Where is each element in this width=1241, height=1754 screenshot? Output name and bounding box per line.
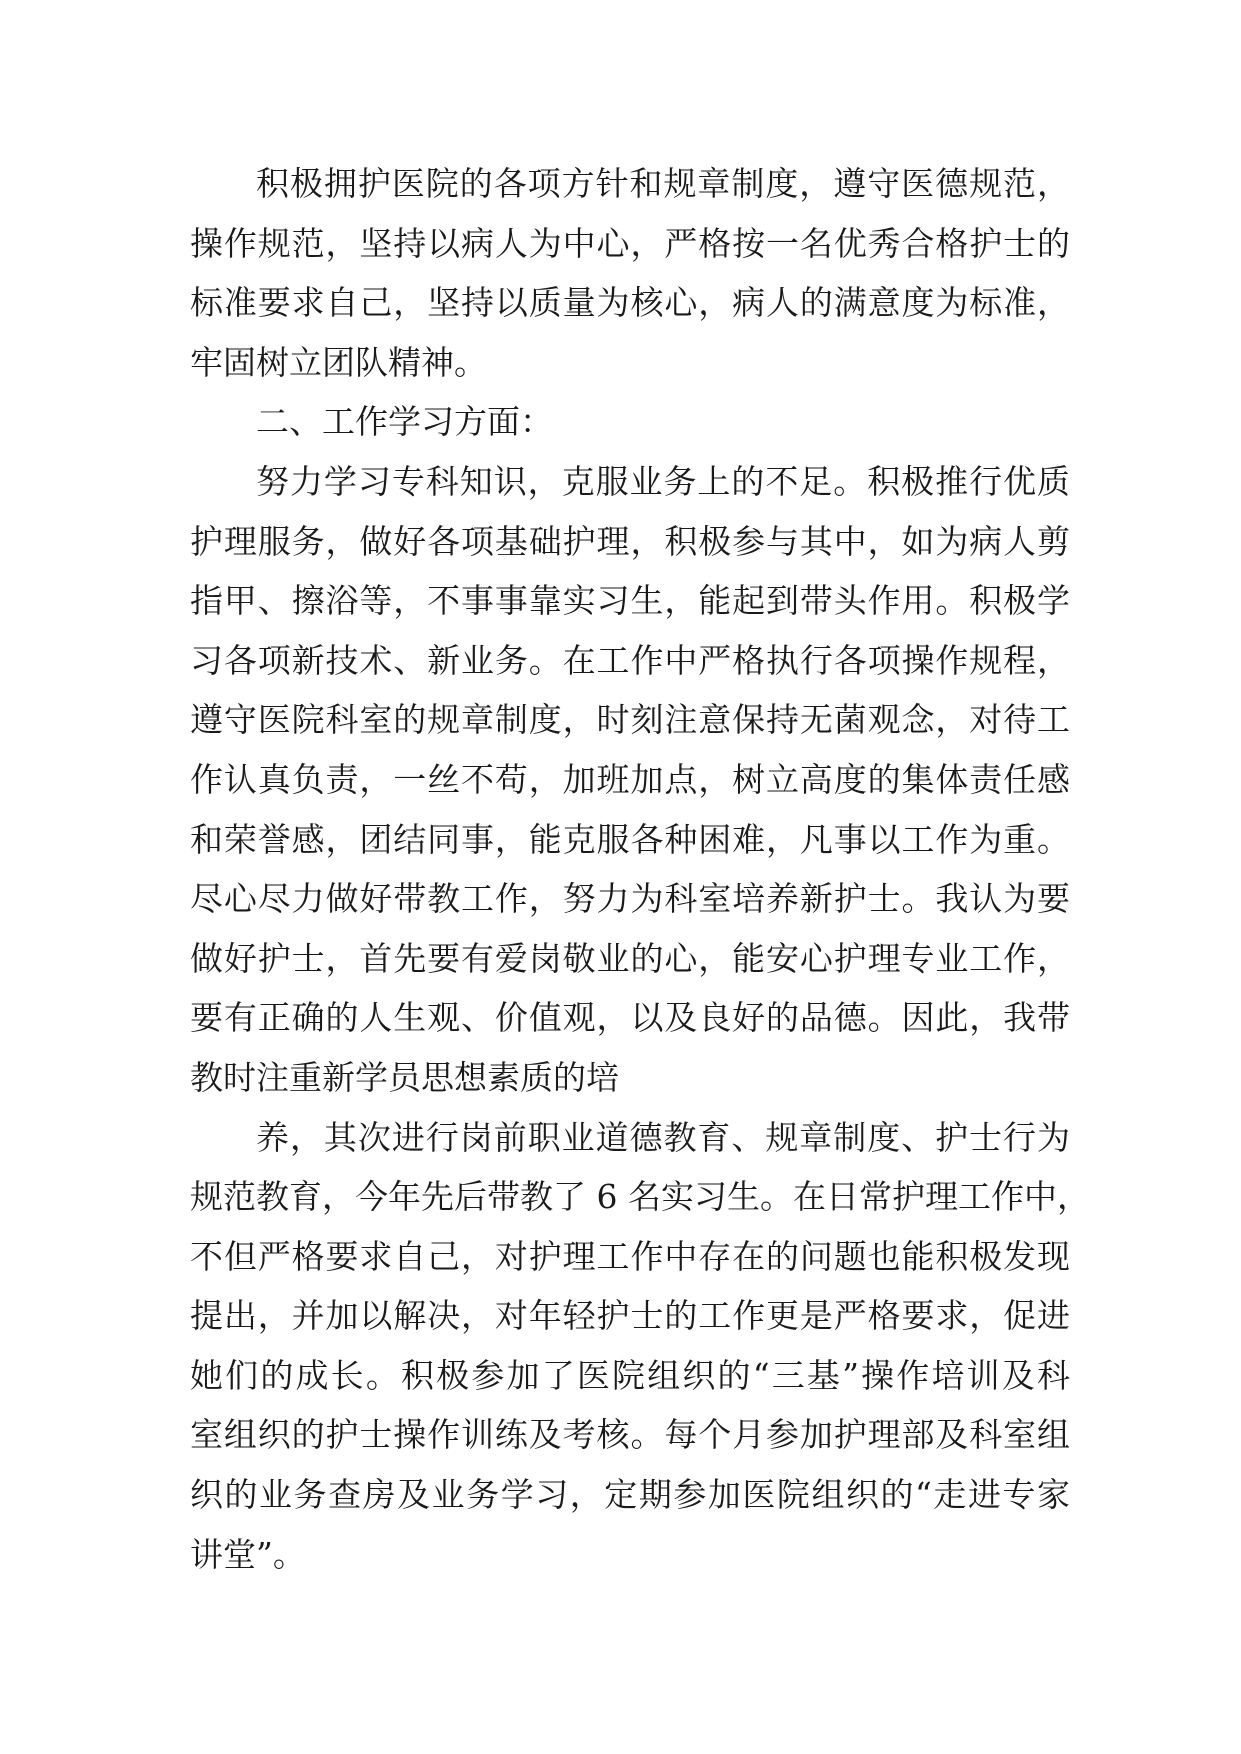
text-line-1: 积极拥护医院的各项方针和规章制度，遵守医德规范， [256, 164, 1070, 203]
text-line-22: 室组织的护士操作训练及考核。每个月参加护理部及科室组 [190, 1415, 1070, 1455]
text-line-8: 指甲、擦浴等，不事事靠实习生，能起到带头作用。积极学 [190, 581, 1070, 621]
text-line-3: 标准要求自己，坚持以质量为核心，病人的满意度为标准， [190, 283, 1070, 323]
text-line-2: 操作规范，坚持以病人为中心，严格按一名优秀合格护士的 [190, 223, 1070, 263]
text-line-9: 习各项新技术、新业务。在工作中严格执行各项操作规程， [190, 640, 1070, 680]
text-line-23: 织的业务查房及业务学习，定期参加医院组织的“走进专家 [190, 1475, 1070, 1515]
text-line-19: 不但严格要求自己，对护理工作中存在的问题也能积极发现 [190, 1236, 1070, 1276]
text-line-6: 努力学习专科知识，克服业务上的不足。积极推行优质 [256, 461, 1070, 501]
text-line-18: 规范教育，今年先后带教了 6 名实习生。在日常护理工作中， [190, 1177, 1090, 1217]
text-line-10: 遵守医院科室的规章制度，时刻注意保持无菌观念，对待工 [190, 700, 1070, 740]
document-body [190, 154, 1090, 1584]
text-line-16: 教时注重新学员思想素质的培 [190, 1057, 619, 1097]
text-line-4: 牢固树立团队精神。 [190, 342, 487, 382]
text-line-12: 和荣誉感，团结同事，能克服各种困难，凡事以工作为重。 [190, 819, 1070, 859]
text-line-15: 要有正确的人生观、价值观，以及良好的品德。因此，我带 [190, 998, 1070, 1038]
text-line-14: 做好护士，首先要有爱岗敬业的心，能安心护理专业工作， [190, 938, 1070, 978]
text-line-24: 讲堂”。 [190, 1534, 306, 1574]
section-heading: 二、工作学习方面： [256, 402, 553, 442]
text-line-13: 尽心尽力做好带教工作，努力为科室培养新护士。我认为要 [190, 879, 1070, 919]
text-line-20: 提出，并加以解决，对年轻护士的工作更是严格要求，促进 [190, 1296, 1070, 1336]
text-line-17: 养，其次进行岗前职业道德教育、规章制度、护士行为 [256, 1117, 1070, 1157]
text-line-11: 作认真负责，一丝不苟，加班加点，树立高度的集体责任感 [190, 759, 1070, 799]
text-line-21: 她们的成长。积极参加了医院组织的“三基”操作培训及科 [190, 1355, 1070, 1395]
text-line-7: 护理服务，做好各项基础护理，积极参与其中，如为病人剪 [190, 521, 1070, 561]
